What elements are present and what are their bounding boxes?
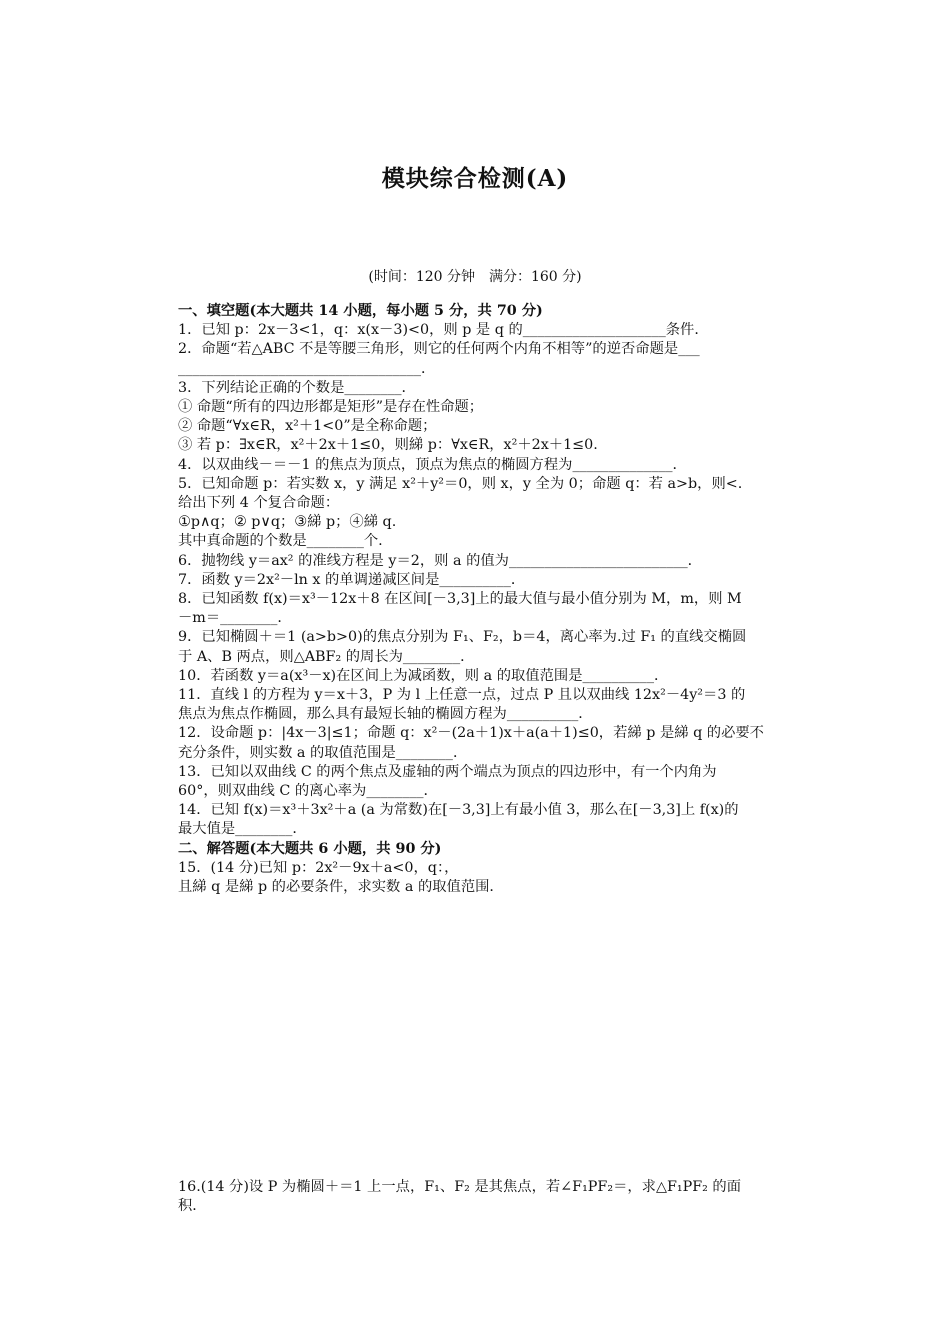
question-line: ①p∧q；② p∨q；③綈 p；④綈 q. — [178, 514, 397, 531]
question-line: 且綈 q 是綈 p 的必要条件，求实数 a 的取值范围． — [178, 879, 504, 896]
question-line: ③ 若 p：∃x∈R，x²＋2x＋1≤0，则綈 p：∀x∈R，x²＋2x＋1≤0. — [178, 437, 598, 454]
question-line: 9．已知椭圆＋＝1 (a>b>0)的焦点分别为 F₁、F₂，b＝4，离心率为.过 F₁ 的直线交椭圆 — [178, 629, 747, 646]
question-line: －m＝________． — [178, 610, 292, 627]
question-line: 14．已知 f(x)＝x³＋3x²＋a (a 为常数)在[－3,3]上有最小值 3，那么在[－3,3]上 f(x)的 — [178, 802, 739, 819]
document-title: 模块综合检测(A) — [381, 165, 569, 192]
question-line: 7．函数 y＝2x²－ln x 的单调递减区间是__________． — [178, 571, 526, 588]
question-line: 焦点为焦点作椭圆，那么具有最短长轴的椭圆方程为__________． — [178, 706, 593, 723]
question-line: 最大值是________． — [178, 821, 307, 838]
question-line: 10．若函数 y＝a(x³－x)在区间上为减函数，则 a 的取值范围是__________． — [178, 667, 669, 684]
question-line: 12．设命题 p：|4x－3|≤1；命题 q：x²－(2a＋1)x＋a(a＋1)≤0，若綈 p 是綈 q 的必要不 — [178, 725, 764, 742]
question-line: 充分条件，则实数 a 的取值范围是________． — [178, 744, 468, 761]
question-line: 15．(14 分)已知 p：2x²－9x＋a<0，q：， — [178, 859, 459, 876]
question-list — [178, 302, 808, 897]
question-line: __________________________________． — [178, 360, 436, 377]
question-line: ② 命题“∀x∈R，x²＋1<0”是全称命题； — [178, 418, 437, 435]
question-16 — [178, 1178, 808, 1216]
question-line: 4．以双曲线－＝－1 的焦点为顶点，顶点为焦点的椭圆方程为______________． — [178, 456, 687, 473]
question-line: 3．下列结论正确的个数是________． — [178, 379, 416, 396]
question-line: 于 A、B 两点，则△ABF₂ 的周长为________． — [178, 648, 475, 665]
section-heading: 一、填空题(本大题共 14 小题，每小题 5 分，共 70 分) — [178, 303, 543, 319]
question-line: 6．抛物线 y＝ax² 的准线方程是 y＝2，则 a 的值为_________________________． — [178, 552, 702, 569]
question-line: 13．已知以双曲线 C 的两个焦点及虚轴的两个端点为顶点的四边形中，有一个内角为 — [178, 763, 717, 780]
question-line: 给出下列 4 个复合命题： — [178, 495, 340, 512]
question-line: 其中真命题的个数是________个. — [178, 533, 383, 550]
question-line: 8．已知函数 f(x)＝x³－12x＋8 在区间[－3,3]上的最大值与最小值分别为 M，m，则 M — [178, 591, 742, 608]
question-line: ① 命题“所有的四边形都是矩形”是存在性命题； — [178, 399, 484, 416]
exam-meta: (时间：120 分钟 满分：160 分) — [368, 269, 582, 285]
question-line: 16.(14 分)设 P 为椭圆＋＝1 上一点，F₁、F₂ 是其焦点，若∠F₁PF₂＝，求△F₁PF₂ 的面 — [178, 1179, 742, 1195]
question-line: 11．直线 l 的方程为 y＝x＋3，P 为 l 上任意一点，过点 P 且以双曲线 12x²－4y²＝3 的 — [178, 687, 746, 704]
question-line: 60°，则双曲线 C 的离心率为________． — [178, 783, 438, 800]
question-line: 2．命题“若△ABC 不是等腰三角形，则它的任何两个内角不相等”的逆否命题是___ — [178, 341, 700, 358]
section-heading: 二、解答题(本大题共 6 小题，共 90 分) — [178, 840, 442, 857]
question-line: 1．已知 p：2x－3<1，q：x(x－3)<0，则 p 是 q 的____________________条件． — [178, 322, 709, 339]
question-line: 积． — [178, 1198, 207, 1215]
question-line: 5．已知命题 p：若实数 x，y 满足 x²＋y²＝0，则 x，y 全为 0；命题 q：若 a>b，则<. — [178, 475, 743, 492]
